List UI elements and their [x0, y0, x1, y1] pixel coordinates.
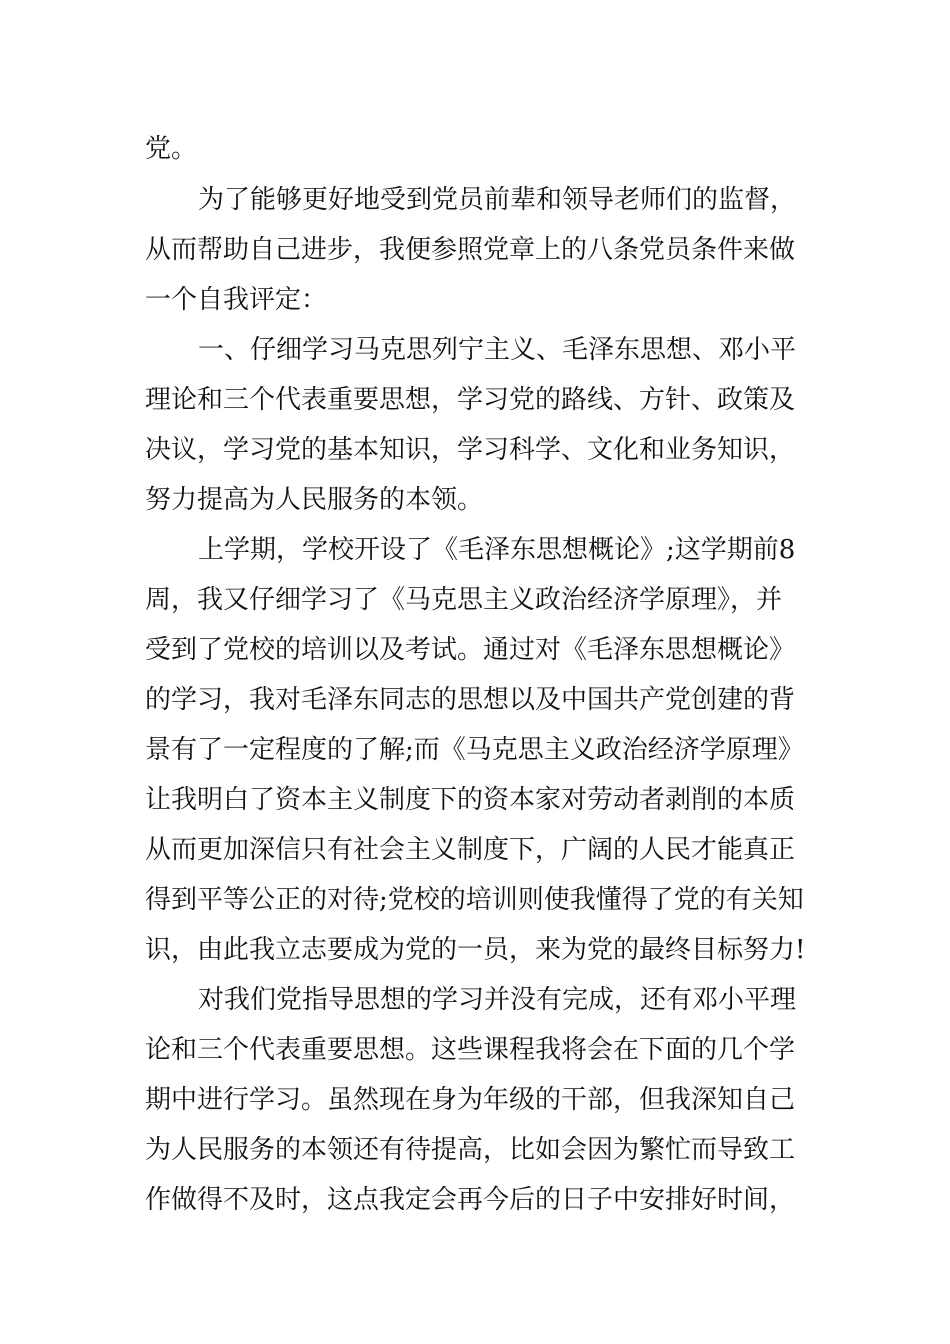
- text-line: 为人民服务的本领还有待提高，比如会因为繁忙而导致工: [145, 1135, 796, 1165]
- paragraph-first-line: 为了能够更好地受到党员前辈和领导老师们的监督，: [198, 185, 797, 215]
- text-line: 周，我又仔细学习了《马克思主义政治经济学原理》，并: [145, 585, 783, 615]
- text-line: 论和三个代表重要思想。这些课程我将会在下面的几个学: [145, 1035, 796, 1065]
- text-line: 一个自我评定：: [145, 285, 328, 315]
- text-line: 从而帮助自己进步，我便参照党章上的八条党员条件来做: [145, 235, 796, 265]
- text-line: 受到了党校的培训以及考试。通过对《毛泽东思想概论》: [145, 635, 796, 665]
- text-line: 党。: [145, 134, 198, 164]
- paragraph-first-line: 对我们党指导思想的学习并没有完成，还有邓小平理: [198, 985, 797, 1015]
- text-line: 决议，学习党的基本知识，学习科学、文化和业务知识，: [145, 435, 796, 465]
- text-line: 从而更加深信只有社会主义制度下，广阔的人民才能真正: [145, 835, 796, 865]
- text-line: 识，由此我立志要成为党的一员，来为党的最终目标努力!: [145, 935, 806, 965]
- text-line: 作做得不及时，这点我定会再今后的日子中安排好时间，: [145, 1185, 796, 1215]
- text-line: 得到平等公正的对待;党校的培训则使我懂得了党的有关知: [145, 885, 804, 915]
- text-line: 让我明白了资本主义制度下的资本家对劳动者剥削的本质: [145, 785, 796, 815]
- text-line: 努力提高为人民服务的本领。: [145, 485, 484, 515]
- paragraph-first-line: 一、仔细学习马克思列宁主义、毛泽东思想、邓小平: [198, 335, 797, 365]
- text-line: 的学习，我对毛泽东同志的思想以及中国共产党创建的背: [145, 685, 796, 715]
- text-line: 理论和三个代表重要思想，学习党的路线、方针、政策及: [145, 385, 796, 415]
- text-line: 景有了一定程度的了解;而《马克思主义政治经济学原理》: [145, 735, 804, 765]
- text-line: 期中进行学习。虽然现在身为年级的干部，但我深知自己: [145, 1085, 796, 1115]
- paragraph-first-line: 上学期，学校开设了《毛泽东思想概论》;这学期前8: [198, 535, 796, 565]
